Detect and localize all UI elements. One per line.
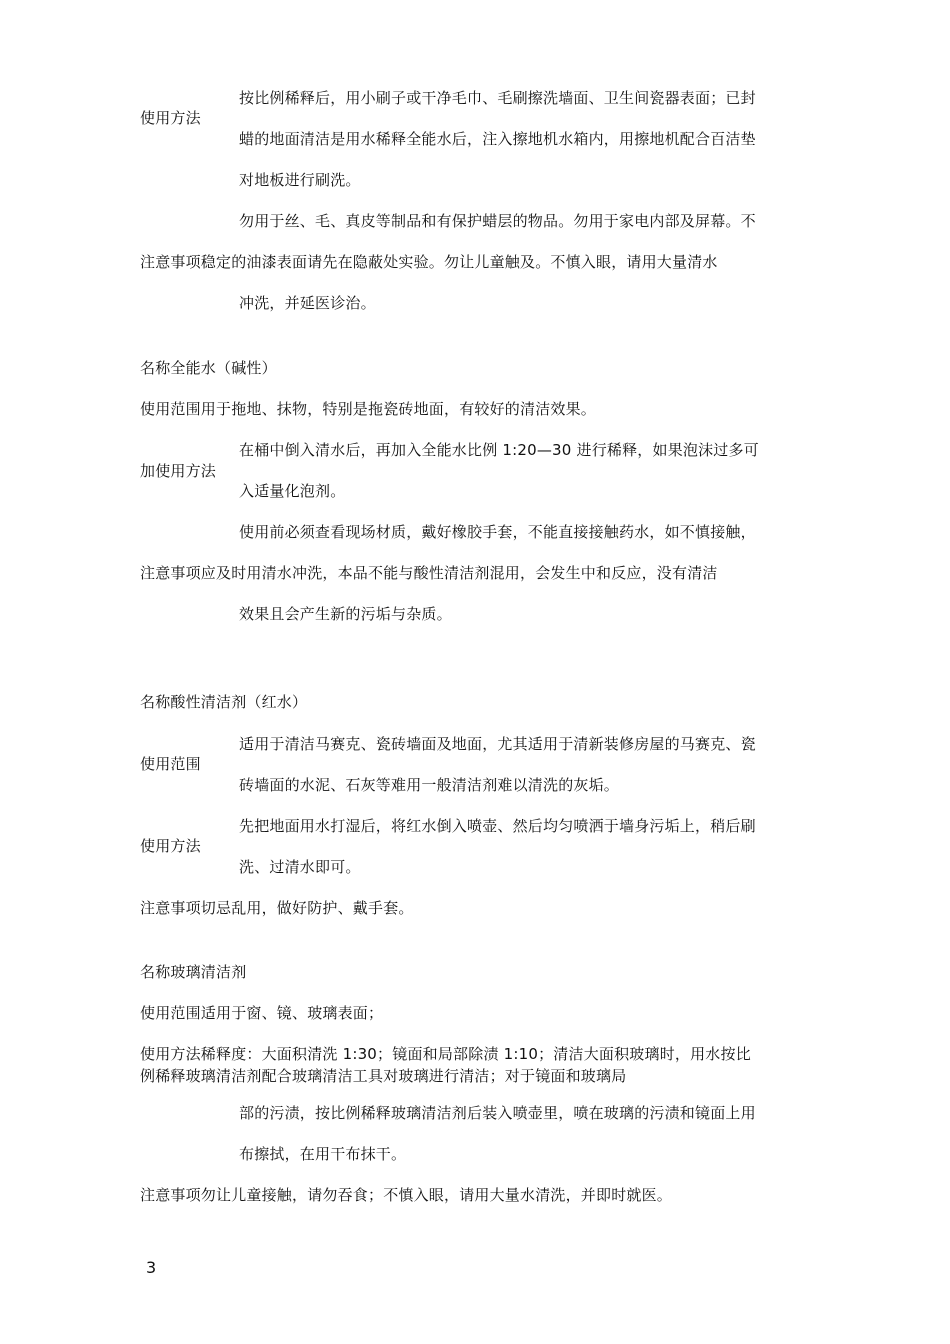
s1-method-line-3: 对地板进行刷洗。 [239,171,361,189]
s2-scope: 使用范围用于拖地、抹物，特别是拖瓷砖地面，有较好的清洁效果。 [140,400,597,418]
s2-name: 名称全能水（碱性） [140,359,277,377]
s1-method-line-2: 蜡的地面清洁是用水稀释全能水后，注入擦地机水箱内，用擦地机配合百洁垫 [239,130,756,148]
s3-scope-label: 使用范围 [140,755,201,773]
s3-method-label: 使用方法 [140,837,201,855]
s4-method-line-2: 例稀释玻璃清洁剂配合玻璃清洁工具对玻璃进行清洁；对于镜面和玻璃局 [140,1067,627,1085]
page-number: 3 [146,1258,157,1277]
s1-method-label: 使用方法 [140,109,201,127]
s3-scope-line-1: 适用于清洁马赛克、瓷砖墙面及地面，尤其适用于清新装修房屋的马赛克、瓷 [239,735,756,753]
s4-name: 名称玻璃清洁剂 [140,963,247,981]
s1-notes-line-1: 勿用于丝、毛、真皮等制品和有保护蜡层的物品。勿用于家电内部及屏幕。不 [239,212,756,230]
s3-method-line-1: 先把地面用水打湿后，将红水倒入喷壶、然后均匀喷洒于墙身污垢上，稍后刷 [239,817,756,835]
s2-notes-line-1: 使用前必须查看现场材质，戴好橡胶手套，不能直接接触药水，如不慎接触， [239,523,756,541]
s1-notes-line-2: 注意事项稳定的油漆表面请先在隐蔽处实验。勿让儿童触及。不慎入眼，请用大量清水 [140,253,718,271]
s2-notes-line-2: 注意事项应及时用清水冲洗，本品不能与酸性清洁剂混用，会发生中和反应，没有清洁 [140,564,718,582]
s3-notes: 注意事项切忌乱用，做好防护、戴手套。 [140,899,414,917]
s2-method-line-2: 入适量化泡剂。 [239,482,346,500]
s4-notes: 注意事项勿让儿童接触，请勿吞食；不慎入眼，请用大量水清洗，并即时就医。 [140,1186,673,1204]
s4-method-line-1: 使用方法稀释度：大面积清洗 1:30；镜面和局部除渍 1:10；清洁大面积玻璃时，用水按比 [140,1045,751,1063]
s3-scope-line-2: 砖墙面的水泥、石灰等难用一般清洁剂难以清洗的灰垢。 [239,776,620,794]
s1-notes-line-3: 冲洗，并延医诊治。 [239,294,376,312]
s2-method-label: 加使用方法 [140,462,217,480]
s4-method-line-4: 布擦拭，在用干布抹干。 [239,1145,407,1163]
s2-method-line-1: 在桶中倒入清水后，再加入全能水比例 1:20—30 进行稀释，如果泡沫过多可 [239,441,759,459]
s2-notes-line-3: 效果且会产生新的污垢与杂质。 [239,605,452,623]
s1-method-line-1: 按比例稀释后，用小刷子或干净毛巾、毛刷擦洗墙面、卫生间瓷器表面；已封 [239,89,756,107]
s4-method-line-3: 部的污渍，按比例稀释玻璃清洁剂后装入喷壶里，喷在玻璃的污渍和镜面上用 [239,1104,756,1122]
s3-method-line-2: 洗、过清水即可。 [239,858,361,876]
s4-scope: 使用范围适用于窗、镜、玻璃表面； [140,1004,384,1022]
s3-name: 名称酸性清洁剂（红水） [140,693,308,711]
